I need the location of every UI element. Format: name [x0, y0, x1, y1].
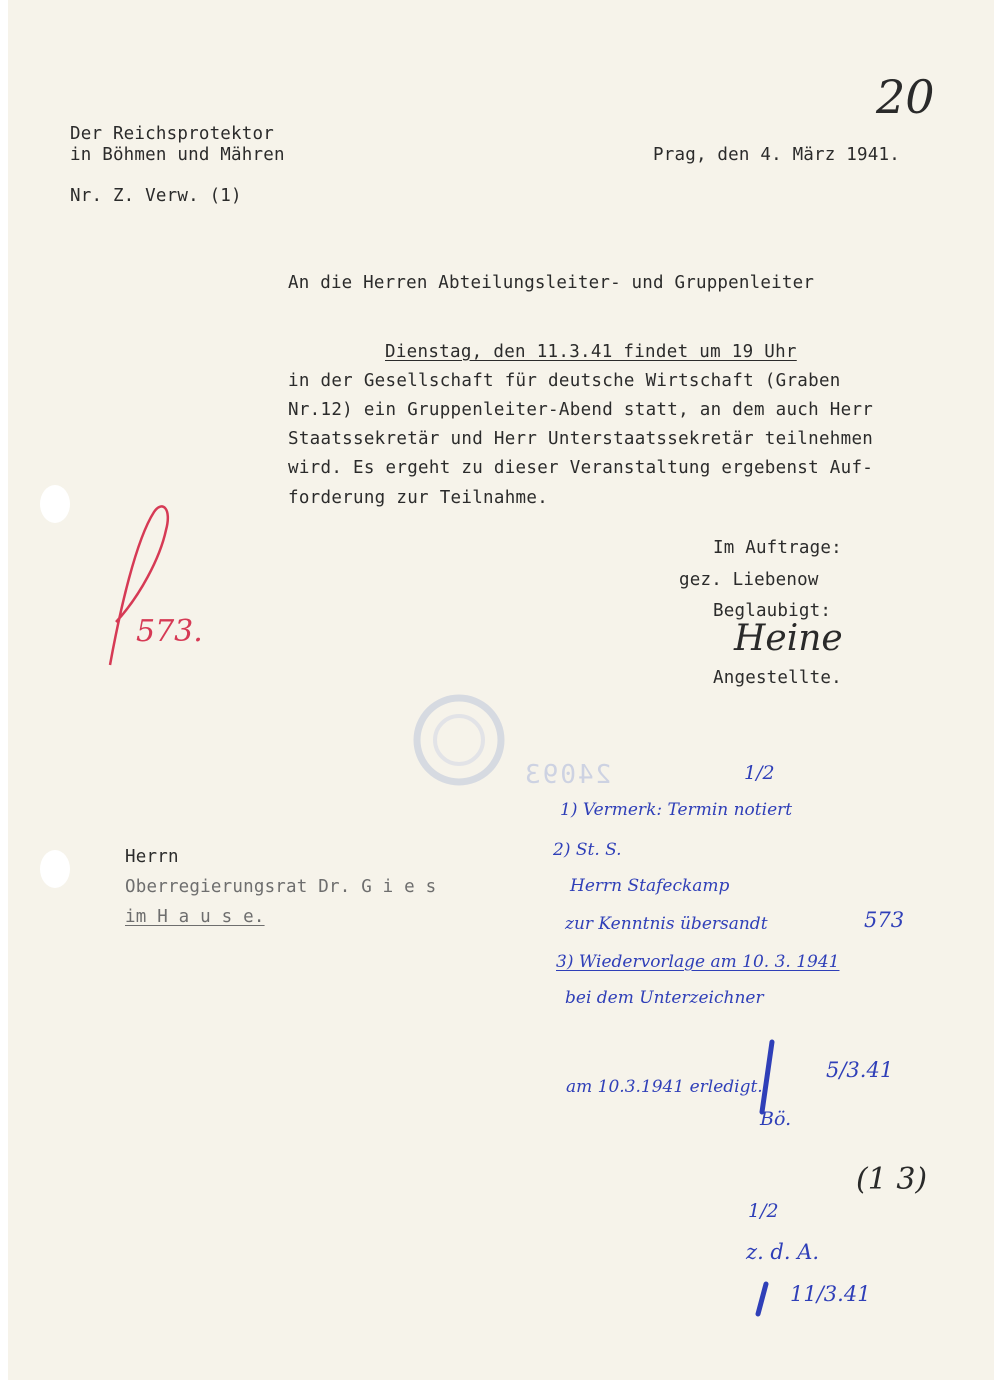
gez-liebenow: gez. Liebenow [679, 570, 819, 590]
recipient-salutation: Herrn [125, 847, 179, 867]
document-page [8, 0, 994, 1380]
handwritten-stroke-2 [750, 1280, 776, 1320]
handwritten-date-2: 11/3.41 [790, 1282, 871, 1306]
body-line-2: in der Gesellschaft für deutsche Wirtschaft (Graben [288, 371, 841, 391]
letterhead-line2: in Böhmen und Mähren [70, 145, 285, 165]
place-date: Prag, den 4. März 1941. [653, 145, 900, 165]
handwritten-note-line9: 1/2 [748, 1200, 779, 1222]
im-auftrage: Im Auftrage: [713, 538, 842, 558]
red-initials: 573. [136, 614, 203, 649]
handwritten-note-line3: Herrn Stafeckamp [570, 876, 730, 896]
handwritten-note-line6: bei dem Unterzeichner [565, 988, 764, 1008]
handwritten-note-line10: z. d. A. [746, 1240, 820, 1264]
handwritten-note-header: 1/2 [744, 762, 775, 784]
body-line-3: Nr.12) ein Gruppenleiter-Abend statt, an dem auch Herr [288, 400, 874, 420]
punch-hole-bottom [40, 850, 70, 888]
angestellte: Angestellte. [713, 668, 842, 688]
mirrored-stamp-number: 24093 [523, 760, 612, 790]
handwritten-date-1: 5/3.41 [826, 1058, 894, 1082]
body-line-4: Staatssekretär und Herr Unterstaatssekretär teilnehmen [288, 429, 874, 449]
handwritten-note-line1: 1) Vermerk: Termin notiert [560, 800, 793, 820]
letterhead-line1: Der Reichsprotektor [70, 124, 274, 144]
body-line-5: wird. Es ergeht zu dieser Veranstaltung ergebenst Auf- [288, 458, 874, 478]
recipient-name: Oberregierungsrat Dr. G i e s [125, 877, 437, 897]
recipient-location: im H a u s e. [125, 907, 265, 927]
handwritten-note-line7: am 10.3.1941 erledigt. [566, 1077, 763, 1097]
handwritten-note-line2: 2) St. S. [553, 840, 622, 860]
signature-heine: Heine [734, 618, 843, 659]
punch-hole-top [40, 485, 70, 523]
meeting-date-line: Dienstag, den 11.3.41 findet um 19 Uhr [385, 342, 797, 362]
handwritten-note-line8: Bö. [760, 1108, 792, 1130]
handwritten-side-initial: 573 [864, 908, 905, 932]
page-number: 20 [876, 70, 935, 124]
reference-number: Nr. Z. Verw. (1) [70, 186, 242, 206]
beglaubigt: Beglaubigt: [713, 601, 832, 621]
handwritten-note-line5: 3) Wiedervorlage am 10. 3. 1941 [556, 952, 840, 972]
body-line-6: forderung zur Teilnahme. [288, 488, 549, 508]
handwritten-pencil-mark: (1 3) [856, 1162, 928, 1197]
faded-circular-stamp [406, 692, 512, 788]
addressees: An die Herren Abteilungsleiter- und Gruppenleiter [288, 273, 815, 293]
handwritten-note-line4: zur Kenntnis übersandt [565, 914, 768, 934]
